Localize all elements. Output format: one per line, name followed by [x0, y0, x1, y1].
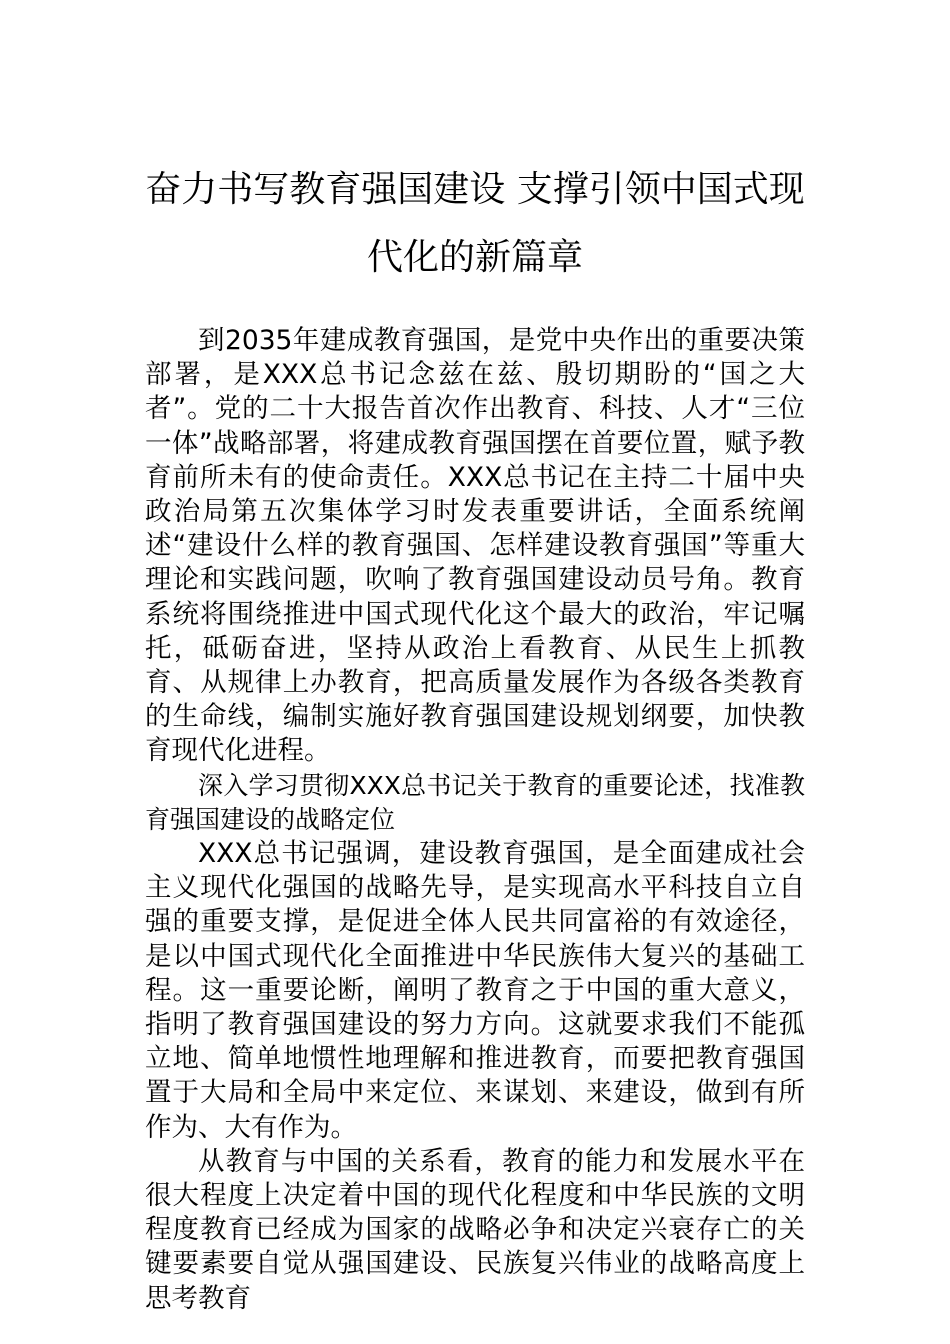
title-line-2: 代化的新篇章 [366, 237, 583, 278]
paragraph-education-and-china: 从教育与中国的关系看，教育的能力和发展水平在很大程度上决定着中国的现代化程度和中华民族的文明程度教育已经成为国家的战略必争和决定兴衰存亡的关键要素要自觉从强国建设、民族复兴伟业的战略高度上思考教育 [145, 1145, 805, 1314]
document-title [145, 156, 805, 292]
paragraph-strategic-position: XXX总书记强调，建设教育强国，是全面建成社会主义现代化强国的战略先导，是实现高水平科技自立自强的重要支撑，是促进全体人民共同富裕的有效途径，是以中国式现代化全面推进中华民族伟大复兴的基础工程。这一重要论断，阐明了教育之于中国的重大意义，指明了教育强国建设的努力方向。这就要求我们不能孤立地、简单地惯性地理解和推进教育，而要把教育强国置于大局和全局中来定位、来谋划、来建设，做到有所作为、大有作为。 [145, 838, 805, 1143]
document-body [145, 324, 805, 1316]
paragraph-intro: 到2035年建成教育强国，是党中央作出的重要决策部署，是XXX总书记念兹在兹、殷切期盼的“国之大者”。党的二十大报告首次作出教育、科技、人才“三位一体”战略部署，将建成教育强国摆在首要位置，赋予教育前所未有的使命责任。XXX总书记在主持二十届中央政治局第五次集体学习时发表重要讲话，全面系统阐述“建设什么样的教育强国、怎样建设教育强国”等重大理论和实践问题，吹响了教育强国建设动员号角。教育系统将围绕推进中国式现代化这个最大的政治，牢记嘱托，砥砺奋进，坚持从政治上看教育、从民生上抓教育、从规律上办教育，把高质量发展作为各级各类教育的生命线，编制实施好教育强国建设规划纲要，加快教育现代化进程。 [145, 325, 805, 767]
title-line-1: 奋力书写教育强国建设 支撑引领中国式现 [145, 169, 805, 210]
section-heading: 深入学习贯彻XXX总书记关于教育的重要论述，找准教育强国建设的战略定位 [145, 770, 805, 834]
